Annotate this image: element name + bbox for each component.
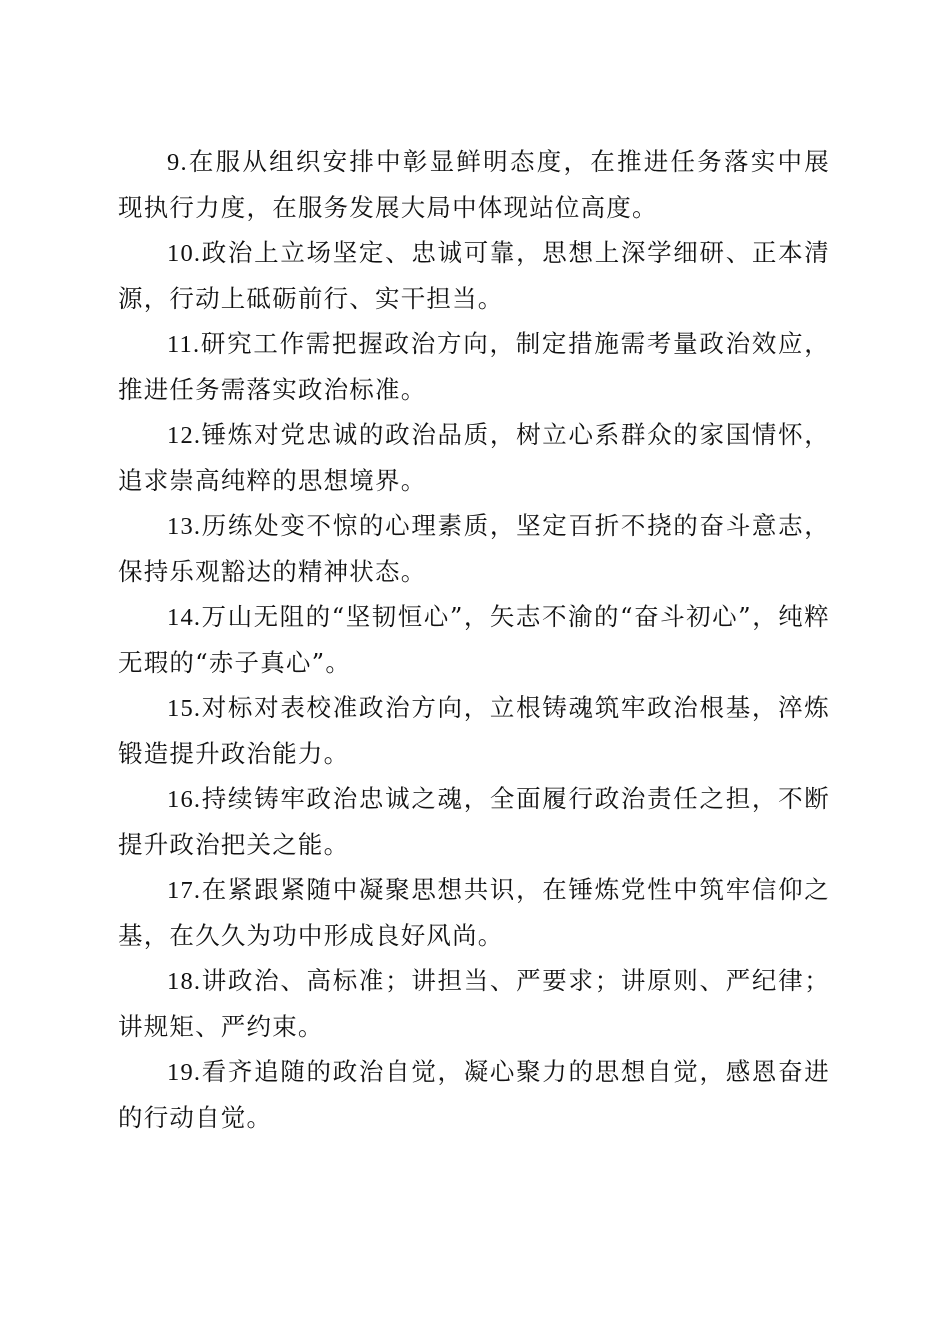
paragraph-11	[118, 321, 830, 412]
paragraph-13	[118, 503, 830, 594]
paragraph-17	[118, 867, 830, 958]
paragraph-10	[118, 230, 830, 321]
paragraph-19	[118, 1049, 830, 1140]
paragraph-number: 18.	[167, 968, 202, 995]
paragraph-text: 历练处变不惊的心理素质，坚定百折不挠的奋斗意志，保持乐观豁达的精神状态。	[118, 511, 830, 586]
paragraph-number: 13.	[167, 513, 202, 540]
paragraph-number: 16.	[167, 786, 202, 813]
paragraph-14	[118, 594, 830, 685]
paragraph-text: 政治上立场坚定、忠诚可靠，思想上深学细研、正本清源，行动上砥砺前行、实干担当。	[118, 238, 830, 313]
paragraph-number: 19.	[167, 1059, 202, 1086]
paragraph-text: 对标对表校准政治方向，立根铸魂筑牢政治根基，淬炼锻造提升政治能力。	[118, 693, 830, 768]
paragraph-number: 14.	[167, 604, 202, 631]
paragraph-9	[118, 139, 830, 230]
paragraph-16	[118, 776, 830, 867]
paragraph-18	[118, 958, 830, 1049]
paragraph-text: 万山无阻的“坚韧恒心”，矢志不渝的“奋斗初心”，纯粹无瑕的“赤子真心”。	[118, 602, 830, 677]
document-body	[118, 139, 830, 1140]
paragraph-text: 在紧跟紧随中凝聚思想共识，在锤炼党性中筑牢信仰之基，在久久为功中形成良好风尚。	[118, 875, 830, 950]
paragraph-number: 12.	[167, 422, 202, 449]
paragraph-text: 锤炼对党忠诚的政治品质，树立心系群众的家国情怀，追求崇高纯粹的思想境界。	[118, 420, 830, 495]
paragraph-number: 9.	[167, 149, 188, 176]
paragraph-number: 17.	[167, 877, 202, 904]
paragraph-number: 15.	[167, 695, 202, 722]
paragraph-12	[118, 412, 830, 503]
paragraph-text: 讲政治、高标准；讲担当、严要求；讲原则、严纪律；讲规矩、严约束。	[118, 966, 830, 1041]
paragraph-text: 看齐追随的政治自觉，凝心聚力的思想自觉，感恩奋进的行动自觉。	[118, 1057, 830, 1132]
paragraph-number: 11.	[167, 331, 201, 358]
paragraph-text: 在服从组织安排中彰显鲜明态度，在推进任务落实中展现执行力度，在服务发展大局中体现站位高度。	[118, 147, 830, 222]
paragraph-text: 持续铸牢政治忠诚之魂，全面履行政治责任之担，不断提升政治把关之能。	[118, 784, 830, 859]
paragraph-number: 10.	[167, 240, 202, 267]
paragraph-text: 研究工作需把握政治方向，制定措施需考量政治效应，推进任务需落实政治标准。	[118, 329, 830, 404]
paragraph-15	[118, 685, 830, 776]
